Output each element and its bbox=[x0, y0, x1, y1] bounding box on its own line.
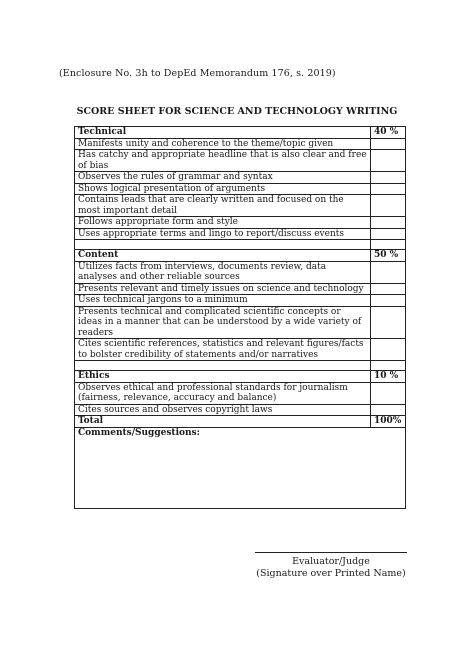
score-cell[interactable] bbox=[371, 217, 406, 229]
criterion-row bbox=[75, 404, 406, 416]
total-value: 100% bbox=[371, 416, 406, 428]
spacer-cell bbox=[75, 240, 371, 250]
criterion-text: Follows appropriate form and style bbox=[75, 217, 371, 229]
section-name: Content bbox=[75, 250, 371, 262]
criterion-text: Presents technical and complicated scientific concepts or ideas in a manner that can be understood by a wide variety of readers bbox=[75, 306, 371, 339]
section-weight: 40 % bbox=[371, 127, 406, 139]
spacer-row bbox=[75, 240, 406, 250]
criterion-row bbox=[75, 228, 406, 240]
page-title: SCORE SHEET FOR SCIENCE AND TECHNOLOGY WRITING bbox=[76, 106, 398, 117]
spacer-cell bbox=[371, 240, 406, 250]
section-header-content bbox=[75, 250, 406, 262]
score-cell[interactable] bbox=[371, 261, 406, 283]
criterion-row bbox=[75, 150, 406, 172]
comments-row bbox=[75, 427, 406, 508]
comments-area[interactable] bbox=[75, 427, 406, 508]
criterion-row bbox=[75, 295, 406, 307]
section-name: Ethics bbox=[75, 371, 371, 383]
criterion-row bbox=[75, 183, 406, 195]
criterion-row bbox=[75, 283, 406, 295]
score-cell[interactable] bbox=[371, 382, 406, 404]
signature-line bbox=[255, 552, 407, 553]
criterion-text: Contains leads that are clearly written and focused on the most important detail bbox=[75, 195, 371, 217]
score-cell[interactable] bbox=[371, 138, 406, 150]
criterion-text: Presents relevant and timely issues on science and technology bbox=[75, 283, 371, 295]
criterion-text: Cites sources and observes copyright laws bbox=[75, 404, 371, 416]
criterion-row bbox=[75, 261, 406, 283]
score-cell[interactable] bbox=[371, 404, 406, 416]
total-row bbox=[75, 416, 406, 428]
score-cell[interactable] bbox=[371, 339, 406, 361]
section-weight: 10 % bbox=[371, 371, 406, 383]
criterion-text: Uses appropriate terms and lingo to report/discuss events bbox=[75, 228, 371, 240]
score-cell[interactable] bbox=[371, 306, 406, 339]
criterion-text: Manifests unity and coherence to the theme/topic given bbox=[75, 138, 371, 150]
criterion-text: Cites scientific references, statistics and relevant figures/facts to bolster credibility of statements and/or narratives bbox=[75, 339, 371, 361]
comments-label: Comments/Suggestions: bbox=[78, 427, 200, 438]
score-cell[interactable] bbox=[371, 228, 406, 240]
spacer-row bbox=[75, 361, 406, 371]
criterion-text: Uses technical jargons to a minimum bbox=[75, 295, 371, 307]
section-header-ethics bbox=[75, 371, 406, 383]
criterion-text: Has catchy and appropriate headline that is also clear and free of bias bbox=[75, 150, 371, 172]
score-cell[interactable] bbox=[371, 195, 406, 217]
criterion-row bbox=[75, 217, 406, 229]
score-cell[interactable] bbox=[371, 183, 406, 195]
criterion-row bbox=[75, 195, 406, 217]
section-weight: 50 % bbox=[371, 250, 406, 262]
criterion-text: Shows logical presentation of arguments bbox=[75, 183, 371, 195]
criterion-row bbox=[75, 339, 406, 361]
criterion-text: Utilizes facts from interviews, documents review, data analyses and other reliable sources bbox=[75, 261, 371, 283]
spacer-cell bbox=[75, 361, 371, 371]
score-cell[interactable] bbox=[371, 295, 406, 307]
score-cell[interactable] bbox=[371, 172, 406, 184]
total-label: Total bbox=[75, 416, 371, 428]
criterion-row bbox=[75, 306, 406, 339]
criterion-row bbox=[75, 138, 406, 150]
criterion-text: Observes the rules of grammar and syntax bbox=[75, 172, 371, 184]
section-name: Technical bbox=[75, 127, 371, 139]
score-cell[interactable] bbox=[371, 150, 406, 172]
spacer-cell bbox=[371, 361, 406, 371]
score-cell[interactable] bbox=[371, 283, 406, 295]
signature-note: (Signature over Printed Name) bbox=[256, 568, 406, 579]
criterion-row bbox=[75, 172, 406, 184]
section-header-technical bbox=[75, 127, 406, 139]
criterion-row bbox=[75, 382, 406, 404]
criterion-text: Observes ethical and professional standards for journalism (fairness, relevance, accuracy and balance) bbox=[75, 382, 371, 404]
signature-role: Evaluator/Judge bbox=[292, 556, 370, 567]
score-sheet-table bbox=[74, 126, 406, 509]
enclosure-note: (Enclosure No. 3h to DepEd Memorandum 176, s. 2019) bbox=[59, 68, 336, 79]
